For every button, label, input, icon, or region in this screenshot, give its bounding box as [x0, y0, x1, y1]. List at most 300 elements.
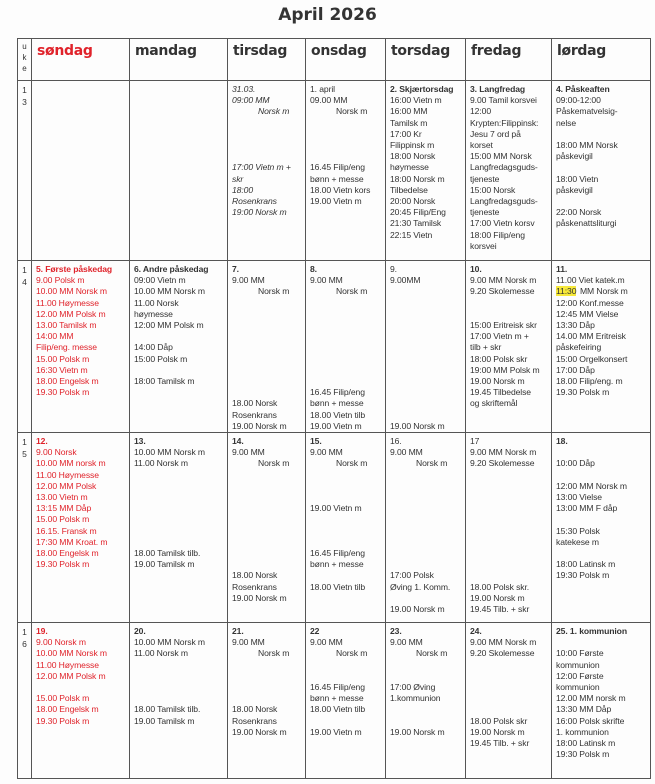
event-text: 10.	[470, 264, 482, 274]
date-label	[36, 626, 127, 637]
event-line	[470, 365, 549, 376]
event-text: 13:00 Vielse	[556, 492, 602, 502]
event-line	[556, 503, 648, 514]
event-text: MM Norsk m	[580, 286, 628, 297]
event-line	[470, 738, 549, 749]
event-line	[556, 95, 648, 106]
event-text: 19.00 Norsk m	[390, 420, 445, 431]
event-text: 12.00 MM norsk m	[556, 693, 626, 704]
day-cell-friday	[466, 261, 552, 433]
event-line	[390, 682, 463, 693]
event-line	[134, 704, 225, 715]
event-line	[390, 275, 463, 286]
event-line	[310, 682, 383, 693]
event-line	[36, 470, 127, 481]
event-line	[36, 716, 127, 727]
event-line	[310, 196, 383, 207]
event-line	[470, 174, 549, 185]
event-text: 18:00 MM Norsk	[556, 140, 618, 150]
event-line	[470, 387, 549, 398]
event-text: 16.	[390, 436, 402, 446]
day-name: søndag	[37, 43, 93, 59]
week-label-letter: e	[22, 64, 27, 73]
event-line	[470, 275, 549, 286]
event-text: 18.00 Tamilsk tilb.	[134, 704, 201, 715]
event-text: Norsk m	[258, 106, 290, 117]
event-text: og skriftemål	[470, 398, 518, 409]
event-line	[36, 275, 127, 286]
event-line	[310, 387, 383, 398]
day-cell-saturday	[552, 261, 651, 433]
event-text: 11.00 Høymesse	[36, 659, 99, 670]
date-label	[470, 264, 549, 275]
event-line	[310, 398, 383, 409]
event-text: 18.00 Engelsk m	[36, 704, 99, 715]
event-line	[310, 410, 383, 421]
event-text: 17:00 Øving	[390, 682, 436, 692]
event-text: Norsk m	[336, 458, 368, 469]
event-text: 9.00 MM	[310, 637, 343, 648]
event-line	[232, 704, 303, 715]
event-line	[470, 106, 549, 117]
event-text: 9.00 Norsk m	[36, 637, 86, 648]
event-line	[390, 637, 463, 648]
event-line	[232, 286, 303, 297]
event-line	[134, 559, 225, 570]
event-text: 19:30 Polsk m	[556, 570, 610, 581]
event-line	[232, 410, 303, 421]
event-text: høymesse	[134, 308, 173, 319]
event-line	[310, 503, 383, 514]
event-line	[232, 582, 303, 593]
event-line	[36, 503, 127, 514]
date-label	[232, 436, 303, 447]
event-text: 10.00 MM Norsk m	[36, 648, 107, 659]
event-line	[134, 275, 225, 286]
event-text: 12.00 MM Polsk m	[36, 670, 106, 681]
event-text: 18:00 Norsk m	[390, 173, 445, 184]
event-text: Rosenkrans	[232, 409, 277, 420]
week-number	[18, 433, 32, 623]
date-label	[134, 264, 225, 275]
event-text: 15.	[310, 436, 322, 446]
event-line	[232, 447, 303, 458]
event-line	[470, 716, 549, 727]
event-line	[232, 162, 303, 173]
event-text: 15.00 Polsk m	[36, 514, 90, 525]
event-text: 9.20 Skolemesse	[470, 458, 535, 469]
event-text: 13.	[134, 436, 146, 446]
day-cell-friday	[466, 433, 552, 623]
event-line	[470, 436, 549, 447]
event-text: Filip/eng. messe	[36, 342, 97, 353]
event-line	[556, 660, 648, 671]
event-text: 17:30 MM Kroat. m	[36, 536, 108, 547]
event-line	[390, 570, 463, 581]
event-line	[470, 162, 549, 173]
event-text: 19.00 Norsk m	[470, 376, 525, 386]
event-line	[390, 648, 463, 659]
event-text: 16:00 MM	[390, 106, 428, 117]
event-text: Tamilsk m	[390, 117, 428, 128]
event-line	[390, 106, 463, 117]
event-line	[134, 309, 225, 320]
highlighted-time: 11:30	[556, 286, 577, 297]
event-text: 11.00 Norsk m	[134, 458, 188, 469]
event-line	[134, 716, 225, 727]
event-text: Rosenkrans	[232, 196, 277, 206]
day-cell-wednesday	[306, 81, 386, 261]
event-line	[390, 196, 463, 207]
event-text: 19.00 Norsk m	[232, 420, 287, 431]
event-line	[390, 421, 463, 432]
day-cell-saturday	[552, 623, 651, 779]
event-text: nelse	[556, 117, 577, 128]
event-line	[134, 342, 225, 353]
event-text: korset	[470, 140, 493, 150]
event-text: 18.	[556, 436, 568, 446]
event-text: høymesse	[390, 162, 429, 173]
event-text: 19.30 Polsk m	[36, 559, 90, 570]
event-line	[310, 174, 383, 185]
day-header-friday	[466, 39, 552, 81]
event-line	[470, 648, 549, 659]
event-line	[390, 582, 463, 593]
day-cell-sunday	[32, 433, 130, 623]
event-text: 1.kommunion	[390, 693, 441, 704]
event-line	[556, 185, 648, 196]
event-text: 15:00 Polsk m	[134, 353, 188, 364]
event-line	[556, 320, 648, 331]
event-line	[556, 648, 648, 659]
event-text: skr	[232, 173, 244, 184]
event-line	[390, 264, 463, 275]
event-line	[470, 458, 549, 469]
event-text: 9.00 MM	[310, 275, 343, 286]
event-line	[556, 526, 648, 537]
event-line	[134, 548, 225, 559]
event-text: 15:00 Eritreisk skr	[470, 320, 537, 330]
event-line	[310, 95, 383, 106]
event-text: 31.03.	[232, 84, 256, 94]
event-line	[36, 309, 127, 320]
event-text: 22	[310, 626, 320, 636]
event-line	[390, 162, 463, 173]
day-cell-tuesday	[228, 433, 306, 623]
event-line	[36, 331, 127, 342]
event-text: 2. Skjærtorsdag	[390, 84, 454, 94]
event-line	[310, 458, 383, 469]
event-text: 16:00 Polsk skrifte	[556, 715, 625, 726]
event-line	[470, 331, 549, 342]
event-text: 19.00 Vietn m	[310, 196, 362, 206]
date-label	[36, 436, 127, 447]
event-line	[232, 95, 303, 106]
event-line	[310, 648, 383, 659]
event-text: 10.00 MM Norsk m	[36, 286, 107, 297]
day-cell-friday	[466, 81, 552, 261]
event-line	[36, 559, 127, 570]
event-line	[470, 151, 549, 162]
event-line	[470, 582, 549, 593]
event-text: 9.00 MM	[232, 637, 265, 648]
day-cell-tuesday	[228, 623, 306, 779]
event-line	[556, 342, 648, 353]
event-text: 12:00	[470, 106, 492, 117]
event-line	[556, 387, 648, 398]
event-text: bønn + messe	[310, 559, 364, 570]
event-text: Norsk m	[336, 286, 368, 297]
date-label	[390, 626, 463, 637]
event-line	[556, 106, 648, 117]
event-line	[556, 118, 648, 129]
event-text: 5. Første påskedag	[36, 264, 113, 274]
event-text: 19.30 Polsk m	[36, 387, 90, 398]
event-text: 12:00 Konf.messe	[556, 297, 624, 308]
event-text: 19.00 Tamilsk m	[134, 715, 195, 726]
event-text: 9.00 Tamil korsvei	[470, 95, 537, 106]
event-text: tjeneste	[470, 207, 500, 218]
event-text: 9.	[390, 264, 397, 274]
event-line	[390, 118, 463, 129]
event-line	[556, 727, 648, 738]
event-line	[36, 447, 127, 458]
event-line	[556, 331, 648, 342]
event-line	[470, 230, 549, 241]
event-line	[232, 207, 303, 218]
event-text: 17:00 Vietn m +	[232, 162, 291, 173]
event-text: 18.00 Norsk	[232, 570, 278, 581]
event-line	[134, 286, 225, 297]
week-row	[18, 433, 651, 623]
event-line	[390, 151, 463, 162]
event-text: 20.	[134, 626, 146, 636]
day-header-tuesday	[228, 39, 306, 81]
event-text: 15.00 Polsk m	[36, 693, 90, 704]
event-line	[390, 458, 463, 469]
event-line	[310, 447, 383, 458]
event-line	[36, 637, 127, 648]
event-line	[134, 447, 225, 458]
event-text: 18:00	[232, 184, 254, 195]
event-text: 14:00 Dåp	[134, 342, 173, 353]
event-text: 10.00 MM Norsk m	[134, 286, 205, 297]
event-text: 19:00 MM Polsk m	[470, 364, 540, 375]
event-line	[470, 727, 549, 738]
event-text: 17	[470, 436, 480, 446]
event-text: 11.	[556, 264, 568, 274]
event-text: 18:00 Norsk	[390, 151, 436, 162]
event-text: 19.00 Norsk m	[470, 726, 525, 737]
event-text: 14.00 MM Eritreisk	[556, 331, 626, 342]
event-text: 18.00 Norsk	[232, 398, 278, 409]
event-line	[310, 693, 383, 704]
event-line	[470, 140, 549, 151]
event-text: 18.00 Vietn kors	[310, 184, 371, 195]
week-number-digit: 1	[22, 265, 27, 275]
event-line	[232, 275, 303, 286]
event-text: 19.00 Norsk m	[390, 604, 445, 614]
event-text: 12.	[36, 436, 48, 446]
event-text: 18:00 Latinsk m	[556, 559, 616, 570]
event-text: tilb + skr	[470, 342, 502, 353]
event-text: 25. 1. kommunion	[556, 626, 627, 636]
event-text: 9.00 MM	[232, 275, 265, 286]
event-text: 16.45 Filip/eng	[310, 387, 365, 398]
event-line	[232, 716, 303, 727]
event-line	[556, 207, 648, 218]
event-text: 19.00 Vietn m	[310, 726, 362, 737]
event-text: 18.00 Engelsk m	[36, 548, 99, 558]
day-header-wednesday	[306, 39, 386, 81]
event-line	[310, 421, 383, 432]
day-header-monday	[130, 39, 228, 81]
event-text: 19:00 Norsk m	[232, 207, 287, 218]
event-text: 8.	[310, 264, 317, 274]
event-line	[36, 481, 127, 492]
event-line	[470, 604, 549, 615]
event-text: 09.00 MM	[310, 95, 348, 106]
event-text: 9.00MM	[390, 275, 421, 286]
event-text: 18.00 Vietn tilb	[310, 581, 366, 592]
week-number-digit: 5	[22, 449, 27, 459]
event-text: Krypten:Filippinsk:	[470, 117, 539, 128]
event-text: 20:00 Norsk	[390, 196, 436, 206]
event-line	[36, 514, 127, 525]
event-text: 4. Påskeaften	[556, 84, 610, 94]
event-line	[470, 376, 549, 387]
event-text: 9.00 MM Norsk m	[470, 637, 537, 648]
event-line	[556, 376, 648, 387]
date-label	[310, 436, 383, 447]
event-text: kommunion	[556, 659, 600, 670]
event-text: påskevigil	[556, 184, 593, 195]
event-text: 12:00 MM Norsk m	[556, 480, 627, 491]
event-text: 09:00-12:00	[556, 95, 601, 106]
event-text: 18:00 Vietn	[556, 173, 599, 184]
week-number-digit: 1	[22, 627, 27, 637]
event-text: 15.00 Polsk m	[36, 353, 90, 364]
event-line	[36, 660, 127, 671]
event-text: 13:30 Dåp	[556, 320, 595, 330]
week-number-digit: 6	[22, 639, 27, 649]
event-text: 19.45 Tilb. + skr	[470, 738, 530, 748]
event-text: 19.45 Tilbedelse	[470, 387, 531, 398]
event-text: 11.00 Høymesse	[36, 297, 99, 308]
day-name: torsdag	[391, 43, 450, 59]
event-text: 19.00 Vietn m	[310, 503, 362, 514]
event-text: kommunion	[556, 682, 600, 692]
event-line	[36, 354, 127, 365]
event-text: 15:30 Polsk	[556, 525, 600, 536]
event-line	[470, 241, 549, 252]
event-text: 13.00 Vietn m	[36, 492, 88, 502]
event-line	[556, 481, 648, 492]
event-line	[134, 298, 225, 309]
event-line	[232, 570, 303, 581]
event-text: 9.00 MM	[390, 637, 423, 648]
event-line	[232, 727, 303, 738]
event-line	[36, 365, 127, 376]
day-cell-sunday	[32, 81, 130, 261]
event-text: 22:15 Vietn	[390, 229, 433, 240]
event-text: Rosenkrans	[232, 581, 277, 592]
day-cell-sunday	[32, 623, 130, 779]
event-text: 17:00 Vietn korsv	[470, 218, 535, 229]
week-number	[18, 81, 32, 261]
event-line	[310, 185, 383, 196]
event-text: 9.20 Skolemesse	[470, 286, 535, 297]
date-label	[232, 264, 303, 275]
event-text: påskenattsliturgi	[556, 218, 617, 229]
event-line	[232, 106, 303, 117]
event-line	[134, 354, 225, 365]
event-text: Norsk m	[258, 648, 290, 659]
event-line	[36, 526, 127, 537]
event-text: 16.15. Fransk m	[36, 525, 97, 536]
event-line	[470, 342, 549, 353]
event-text: Øving 1. Komm.	[390, 581, 451, 592]
event-text: 9.20 Skolemesse	[470, 648, 535, 659]
week-row	[18, 81, 651, 261]
week-number-digit: 1	[22, 437, 27, 447]
event-line	[390, 207, 463, 218]
date-label	[134, 436, 225, 447]
day-cell-saturday	[552, 433, 651, 623]
event-line	[36, 548, 127, 559]
event-line	[470, 185, 549, 196]
event-line	[556, 458, 648, 469]
event-line	[232, 84, 303, 95]
event-line	[556, 365, 648, 376]
event-line	[232, 458, 303, 469]
event-line	[390, 693, 463, 704]
week-label-letter: u	[22, 42, 27, 51]
event-text: 13:00 MM F dåp	[556, 503, 618, 514]
week-row	[18, 261, 651, 433]
week-number-digit: 3	[22, 97, 27, 107]
event-text: 19.00 Norsk m	[470, 592, 525, 603]
event-line	[556, 682, 648, 693]
event-text: 6. Andre påskedag	[134, 264, 209, 274]
event-line	[134, 648, 225, 659]
event-line	[390, 174, 463, 185]
event-line	[390, 95, 463, 106]
event-text: 10:00 Dåp	[556, 458, 595, 469]
event-text: 17:00 Kr	[390, 128, 422, 139]
event-text: 10.00 MM Norsk m	[134, 447, 205, 458]
event-text: 9.00 MM	[310, 447, 343, 458]
event-line	[390, 727, 463, 738]
day-cell-saturday	[552, 81, 651, 261]
day-cell-monday	[130, 261, 228, 433]
event-text: Norsk m	[258, 458, 290, 469]
day-name: fredag	[471, 43, 522, 59]
day-cell-monday	[130, 623, 228, 779]
day-cell-thursday	[386, 623, 466, 779]
event-line	[390, 218, 463, 229]
event-text: 18.00 Polsk skr	[470, 715, 528, 726]
event-line	[232, 185, 303, 196]
event-text: 21:30 Tamilsk	[390, 218, 442, 229]
event-line	[36, 376, 127, 387]
event-text: Langfredagsguds-	[470, 162, 538, 173]
event-text: 18:00 Polsk skr	[470, 353, 528, 364]
event-line	[556, 140, 648, 151]
day-cell-monday	[130, 433, 228, 623]
event-text: 16:00 Vietn m	[390, 95, 442, 106]
event-text: 16.45 Filip/eng	[310, 548, 365, 558]
